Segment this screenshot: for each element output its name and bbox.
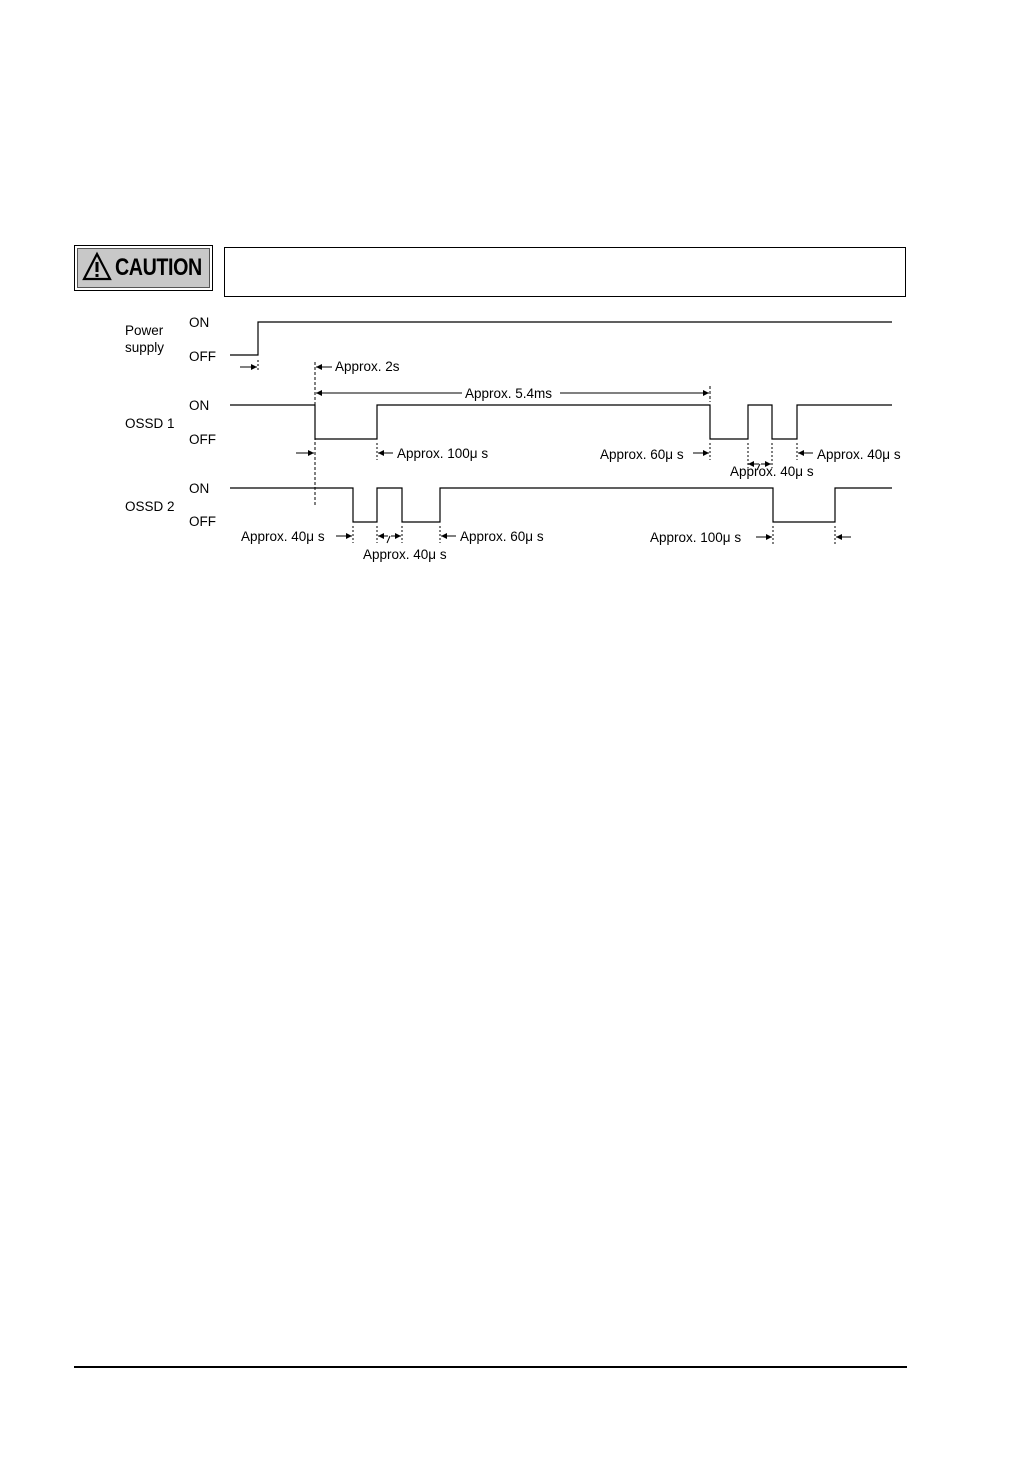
ossd1-name: OSSD 1 xyxy=(125,416,175,431)
power-supply-waveform xyxy=(230,322,892,355)
ossd2-first-off-label: Approx. 40μ s xyxy=(241,529,325,544)
power-supply-name-line1: Power xyxy=(125,323,164,338)
power-off-label: OFF xyxy=(189,349,216,364)
ossd1-first-off-label: Approx. 100μ s xyxy=(397,446,489,461)
ossd2-on-label: ON xyxy=(189,481,210,496)
ossd2-pulse-label: Approx. 40μ s xyxy=(363,547,447,562)
footer-rule xyxy=(74,1366,907,1368)
ossd2-off-label: OFF xyxy=(189,514,216,529)
ossd1-second-off-label: Approx. 60μ s xyxy=(600,447,684,462)
ossd2-third-off-label: Approx. 100μ s xyxy=(650,530,742,545)
timing-diagram xyxy=(0,0,1033,600)
ossd1-third-off-label: Approx. 40μ s xyxy=(817,447,901,462)
ossd1-on-label: ON xyxy=(189,398,210,413)
ossd1-waveform xyxy=(230,405,892,439)
power-delay-label: Approx. 2s xyxy=(335,359,400,374)
ossd1-off-label: OFF xyxy=(189,432,216,447)
ossd2-name: OSSD 2 xyxy=(125,499,175,514)
ossd2-pulse-leader xyxy=(387,536,390,543)
power-on-label: ON xyxy=(189,315,210,330)
caution-label: CAUTION xyxy=(115,254,202,281)
power-supply-name-line2: supply xyxy=(125,340,165,355)
ossd2-second-off-label: Approx. 60μ s xyxy=(460,529,544,544)
cycle-label: Approx. 5.4ms xyxy=(465,386,553,401)
ossd1-pulse-label: Approx. 40μ s xyxy=(730,464,814,479)
ossd2-waveform xyxy=(230,488,892,522)
